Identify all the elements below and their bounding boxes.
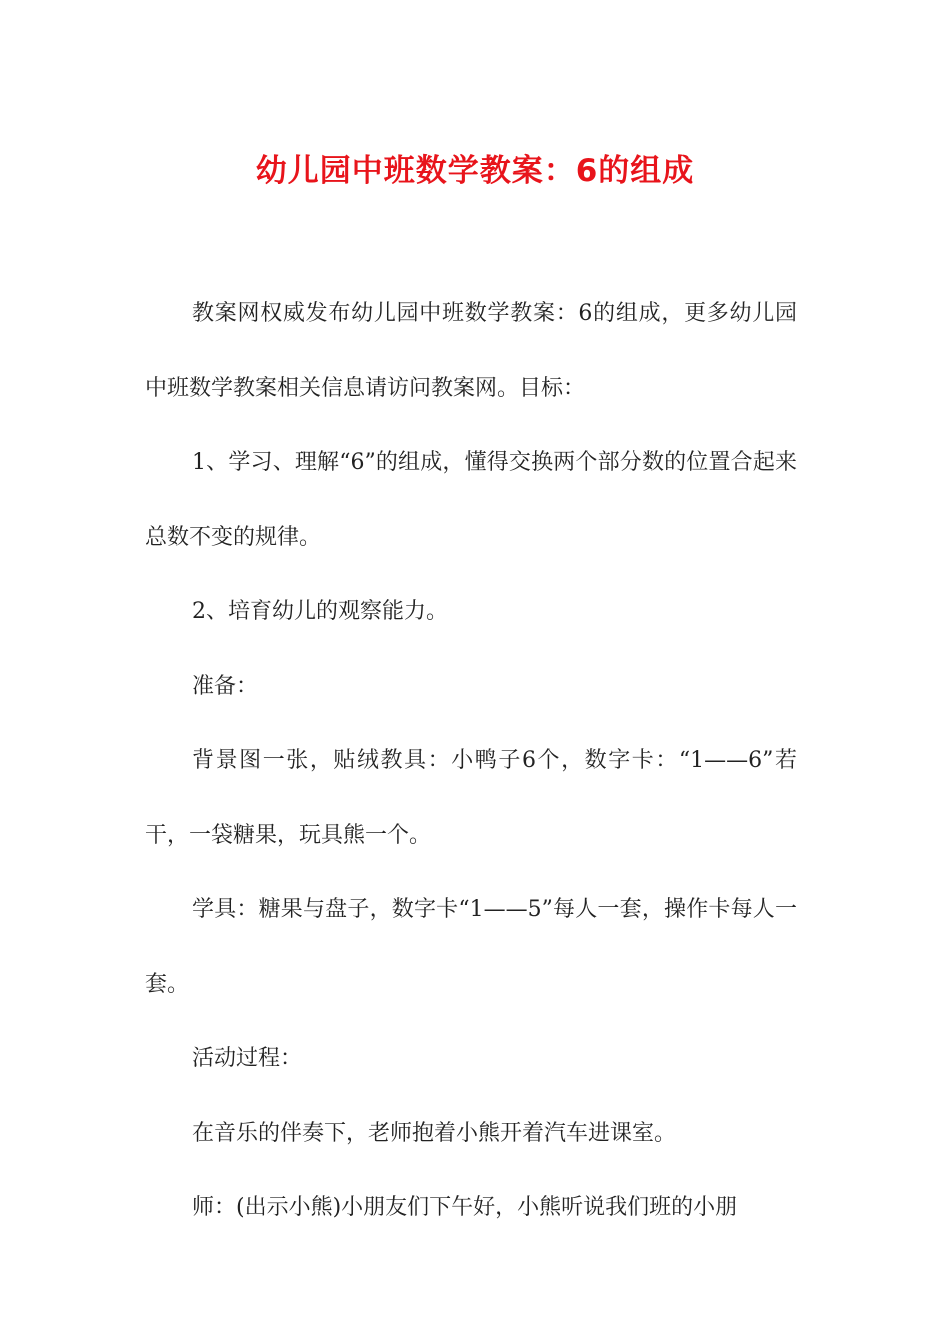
paragraph-goal-2: 2、培育幼儿的观察能力。 [192, 599, 448, 624]
paragraph-teacher-speech: 师：(出示小熊)小朋友们下午好，小熊听说我们班的小朋 [192, 1195, 738, 1220]
paragraph-process-intro: 在音乐的伴奏下，老师抱着小熊开着汽车进课室。 [192, 1120, 677, 1146]
paragraph-learning-aids: 学具：糖果与盘子，数字卡“1——5”每人一套，操作卡每人一套。 [145, 897, 797, 997]
paragraph-process-heading: 活动过程： [192, 1046, 303, 1071]
paragraph-goal-1: 1、学习、理解“6”的组成，懂得交换两个部分数的位置合起来总数不变的规律。 [145, 450, 797, 550]
paragraph-teaching-aids: 背景图一张，贴绒教具：小鸭子6个，数字卡：“1——6”若干，一袋糖果，玩具熊一个。 [145, 748, 797, 848]
document-body [145, 277, 797, 1246]
document-title: 幼儿园中班数学教案：6的组成 [255, 153, 695, 189]
paragraph-intro: 教案网权威发布幼儿园中班数学教案：6的组成，更多幼儿园中班数学教案相关信息请访问教案网。目标： [145, 301, 797, 401]
paragraph-preparation-heading: 准备： [192, 673, 259, 699]
